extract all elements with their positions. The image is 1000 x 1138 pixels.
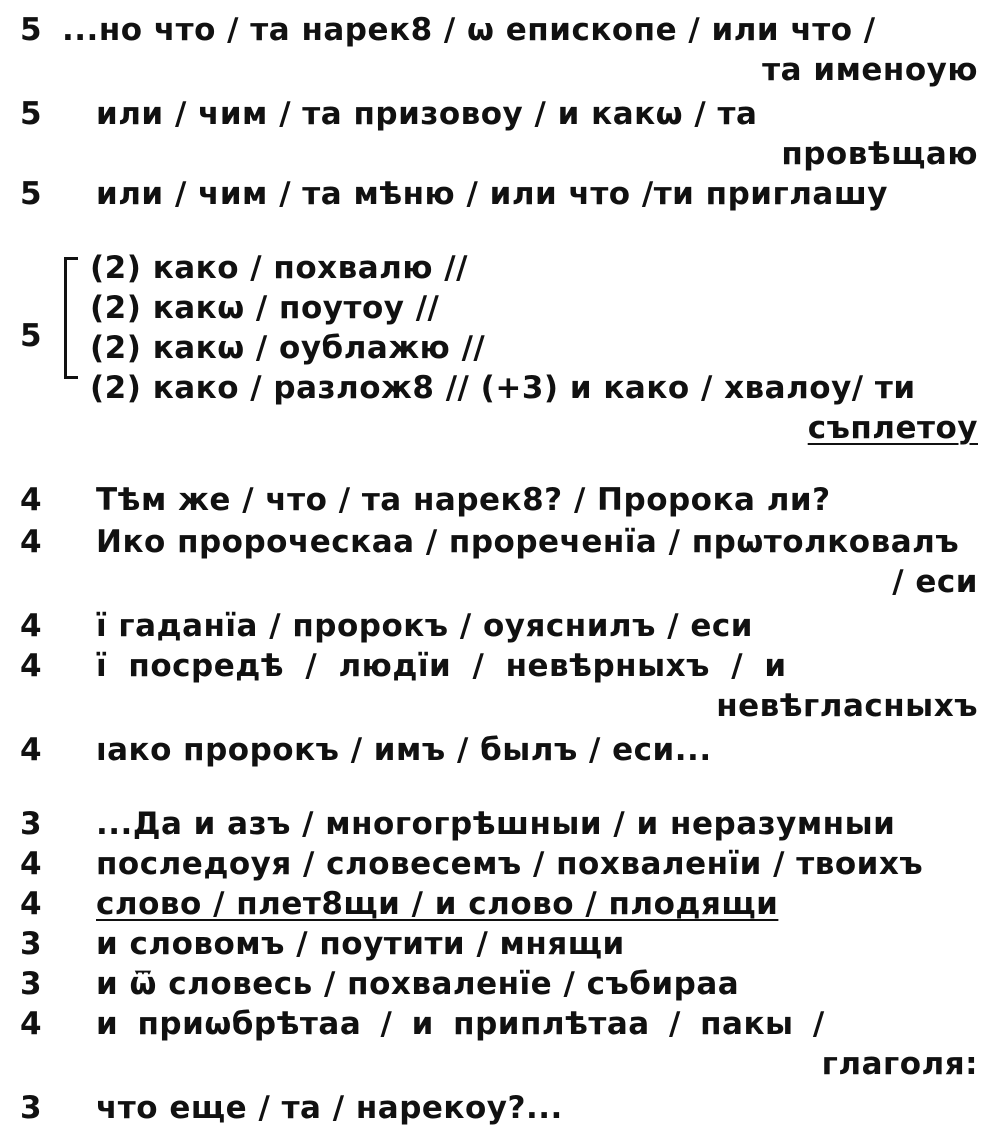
line-text: (2) како / разлож8 // (+3) и како / хвалоу/ ти (90, 370, 916, 406)
text-line (0, 8, 1000, 52)
text-line (0, 478, 1000, 522)
line-text: Тѣм же / что / та нарек8? / Пророка ли? (96, 482, 831, 518)
line-text: ї гаданїа / пророкъ / оуяснилъ / еси (96, 608, 753, 644)
line-text: и приѡбрѣтаа / и приплѣтаа / пакы / (96, 1006, 825, 1042)
syllable-count: 5 (20, 12, 43, 48)
text-line-continuation (0, 560, 1000, 604)
line-text: / еси (892, 564, 978, 600)
syllable-count: 5 (20, 176, 43, 212)
text-line-continuation (0, 48, 1000, 92)
syllable-count: 3 (20, 806, 43, 842)
line-text: и ѿ словесь / похваленїе / събираа (96, 966, 740, 1002)
line-text: глаголя: (821, 1046, 978, 1082)
syllable-count: 4 (20, 886, 43, 922)
text-line (0, 882, 1000, 926)
underlined-line-text: слово / плет8щи / и слово / плодящи (96, 886, 779, 922)
line-text: та именоую (762, 52, 978, 88)
text-line (0, 172, 1000, 216)
line-text: Ико пророческаа / прореченїа / прѡтолковалъ (96, 524, 960, 560)
line-text: невѣгласныхъ (716, 688, 978, 724)
line-text: (2) како / похвалю // (90, 250, 468, 286)
syllable-count: 4 (20, 482, 43, 518)
underlined-word: съплетоу (807, 410, 978, 446)
line-text: ї посредѣ / людїи / невѣрныхъ / и (96, 648, 787, 684)
syllable-count: 4 (20, 648, 43, 684)
line-text: провѣщаю (781, 136, 978, 172)
text-line (0, 842, 1000, 886)
text-line (0, 1002, 1000, 1046)
text-line (0, 92, 1000, 136)
text-line (0, 604, 1000, 648)
text-line (0, 922, 1000, 966)
text-line (0, 962, 1000, 1006)
line-text: ...Да и азъ / многогрѣшныи / и неразумныи (96, 806, 896, 842)
text-line-continuation (0, 684, 1000, 728)
text-line (0, 728, 1000, 772)
line-text: ıако пророкъ / имъ / былъ / еси... (96, 732, 712, 768)
line-text: (2) какѡ / оублажю // (90, 330, 486, 366)
text-line (0, 366, 1000, 410)
syllable-count: 5 (20, 96, 43, 132)
line-text: и словомъ / поутити / мнящи (96, 926, 625, 962)
text-line (0, 802, 1000, 846)
line-text: что еще / та / нарекоу?... (96, 1090, 563, 1126)
text-line (0, 326, 1000, 370)
text-line (0, 286, 1000, 330)
syllable-count: 3 (20, 926, 43, 962)
line-text: ...но что / та нарек8 / ѡ епископе / или что / (62, 12, 876, 48)
text-line-continuation (0, 406, 1000, 450)
syllable-count: 4 (20, 608, 43, 644)
syllable-count: 5 (20, 318, 42, 354)
line-text: или / чим / та призовоу / и какѡ / та (96, 96, 758, 132)
line-text: или / чим / та мѣню / или что /ти приглашу (96, 176, 888, 212)
text-line (0, 644, 1000, 688)
line-text: (2) какѡ / поутоу // (90, 290, 440, 326)
syllable-count: 4 (20, 732, 43, 768)
syllable-count: 3 (20, 1090, 43, 1126)
syllable-count: 4 (20, 524, 43, 560)
syllable-count: 4 (20, 1006, 43, 1042)
text-line (0, 520, 1000, 564)
syllable-count: 3 (20, 966, 43, 1002)
text-line-continuation (0, 1042, 1000, 1086)
text-line (0, 246, 1000, 290)
syllable-count: 4 (20, 846, 43, 882)
line-text: последоуя / словесемъ / похваленїи / твоихъ (96, 846, 924, 882)
text-line (0, 1086, 1000, 1130)
text-line-continuation (0, 132, 1000, 176)
